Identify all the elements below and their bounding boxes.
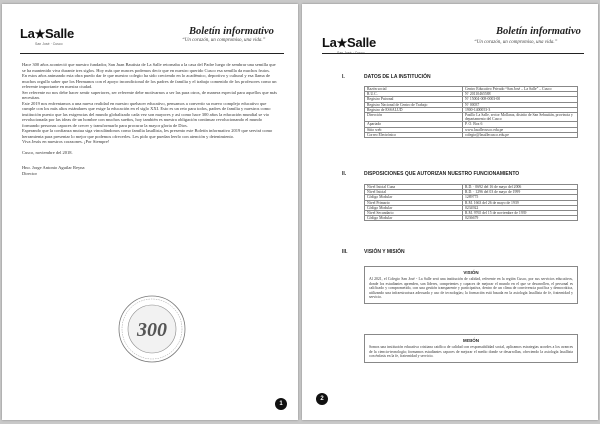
vision-title: VISIÓN <box>463 270 479 275</box>
table-value-cell: www.lasallecusco.edu.pe <box>462 127 577 132</box>
table-label-cell: Código Modular <box>365 195 463 200</box>
table-label-cell: Nivel Primario <box>365 200 463 205</box>
table-label-cell: Registro Nacional de Centro de Trabajo <box>365 102 463 107</box>
table-label-cell: Código Modular <box>365 205 463 210</box>
section-heading-authorization: II. DISPOSICIONES QUE AUTORIZAN NUESTRO FUNCIONAMIENTO <box>342 171 520 177</box>
page-1-header <box>2 26 298 54</box>
table-value-cell: R.M. 1663 del 26 de mayo de 1939 <box>462 200 577 205</box>
authorization-table <box>364 184 578 221</box>
signature-role: Director <box>22 170 37 176</box>
logo-subtitle: San José · Cusco <box>337 51 365 55</box>
page-2-header <box>302 26 598 54</box>
vision-text: Al 2021, el Colegio San José - La Salle será una institución de calidad, referente en la región Cusco, por sus servicios educativos, donde los estudiantes aprenden, son líderes, competentes y capaces de mejorar el mundo en el que se desarrollen, el personal es calificado y comprometido, con una gestión transparente y participativa, dentro de un clima de convivencia pacífica y democrática, utilizando una infraestructura adecuada y uso de tecnologías; la formación está basada en la axiología lasallista de fe, fraternidad y servicio. <box>369 277 573 300</box>
table-value-cell: Pasillo La Salle, sector Mollaraz, distrito de San Sebastián, provincia y departamento del Cusco <box>462 113 577 122</box>
table-row <box>365 113 578 122</box>
header-divider <box>20 53 284 54</box>
table-value-cell: 0234922 <box>462 205 577 210</box>
table-value-cell: 1289775 <box>462 195 577 200</box>
signature-name: Hno. Jorge Antonio Aguilar Reyna <box>22 165 85 170</box>
anniversary-seal-icon <box>116 293 188 365</box>
star-icon: ★ <box>336 36 348 50</box>
table-value-cell: Nº 15004-008-0003-00 <box>462 97 577 102</box>
letter-paragraph: Esperando que la confianza mutua siga vinculándonos como familia lasallista, les presento este Boletín informativo 2019 que servirá como herramienta para presentar lo mejor que podemos ofrecerles. Les pido que puedan leerlo con atención y detenimiento. <box>22 128 273 139</box>
letter-paragraph: Ser referente no nos debe hacer sentir superiores, ser referente debe motivarnos a ser las para otros, de manera especial para aquellos que más necesitan. <box>22 89 278 100</box>
page-number: 2 <box>316 393 328 405</box>
table-value-cell: P. O. Box 6 <box>462 122 577 127</box>
vision-box <box>364 266 578 304</box>
table-label-cell: R.U.C. <box>365 92 463 97</box>
table-value-cell: 0236679 <box>462 216 577 221</box>
table-label-cell: Dirección <box>365 113 463 122</box>
table-label-cell: Código Modular <box>365 216 463 221</box>
table-value-cell: R.D. · 0692 del 16 de mayo del 2006 <box>462 185 577 190</box>
table-label-cell: Nivel Inicial <box>365 190 463 195</box>
table-label-cell: Apartado <box>365 122 463 127</box>
section-heading-vision-mission: III. VISIÓN Y MISIÓN <box>342 249 405 255</box>
page-2 <box>302 4 598 420</box>
letter-paragraph: En estos años animando esta obra puedo dar fe que nuestro colegio ha sido creciendo en lo académico, deportivo y cultural y esa llama de muchos orgullo saber que los Hermanos con el apoyo incondicional de los padres de familia y el trabajo comenido de los profesores como un referente importante en nuestra ciudad. <box>22 73 277 89</box>
star-icon: ★ <box>34 27 46 41</box>
table-value-cell: Centro Educativo Privado “San José – La Salle” – Cusco <box>462 87 577 92</box>
letter-paragraph: Hace 300 años aconteció que nuestro fundador, San Juan Bautista de La Salle retornaba a la casa del Padre luego de sembrar una semilla que se ha mantenido viva durante tres siglos. Hoy más que nunces podemos decir que en nuestro querido Cusco esa semilla da muchos frutos. <box>22 62 276 73</box>
table-label-cell: Registro Patronal <box>365 97 463 102</box>
table-label-cell: Nivel Inicial Cuna <box>365 185 463 190</box>
director-letter <box>22 62 280 176</box>
mission-title: MISIÓN <box>462 338 479 343</box>
institution-table <box>364 86 578 138</box>
table-value-cell: R.D. · 1296 del 03 de mayo de 1999 <box>462 190 577 195</box>
table-value-cell: R.M. 9765 del 15 de noviembre de 1939 <box>462 211 577 216</box>
letter-paragraph: Viva Jesús en nuestros corazones. ¡Por Siempre! <box>22 139 110 144</box>
header-divider <box>322 53 584 54</box>
page-number: 1 <box>275 398 287 410</box>
table-label-cell: Sitio web <box>365 127 463 132</box>
bulletin-title: Boletín informativo <box>496 26 581 37</box>
bulletin-motto: “Un corazón, un compromiso, una vida.” <box>474 40 558 45</box>
seal-number: 300 <box>137 319 167 341</box>
table-value-cell: Nº 20110465588 <box>462 92 577 97</box>
table-row <box>365 216 578 221</box>
letter-date: Cusco, noviembre del 2018. <box>22 149 73 155</box>
table-value-cell: Nº 00037 <box>462 102 577 107</box>
lasalle-logo: La★Salle <box>20 26 74 41</box>
table-label-cell: Nivel Secundario <box>365 211 463 216</box>
letter-paragraph: Este 2019 nos enfrentamos a una nueva realidad en nuestro quehacer educativo, pensamos a convertir su nuevo complejo educativo que cumple con los más altos estándares que exige la educación en el siglo XXI. Esto es un reto para todos, padres de familia y nuestros como institución puesto que las exigencias del mundo globalizado cada vez son mayores y así como hace 300 años la educación mundial se vio revolucionada por las ideas de un hombre con muchos sueños, hoy también es nuestra obligación continuar revolucionando el mundo formando personas capaces de crecer y transformarlo para procurar la mayor gloria de Dios. <box>22 100 271 128</box>
mission-text: Somos una institución educativa cristiana católica de calidad con responsabilidad social, aplicamos estrategias acordes a los avances de la ciencia-tecnología; formamos estudiantes capaces de mejorar el medio donde se desarrollan, ofreciendo la axiología lasallista con énfasis en la fe, fraternidad y servicio. <box>369 345 573 359</box>
table-value-cell: colegio@lasallecusco.edu.pe <box>462 132 577 137</box>
table-label-cell: Registro de ESSALUD <box>365 107 463 112</box>
bulletin-title: Boletín informativo <box>189 26 274 37</box>
mission-box <box>364 334 578 363</box>
logo-subtitle: San José · Cusco <box>35 42 63 46</box>
table-row <box>365 132 578 137</box>
lasalle-logo: La★Salle <box>322 35 376 50</box>
bulletin-motto: “Un corazón, un compromiso, una vida.” <box>182 38 266 43</box>
page-1 <box>2 4 298 420</box>
table-value-cell: 1900-1400053-3 <box>462 107 577 112</box>
section-heading-institution: I. DATOS DE LA INSTITUCIÓN <box>342 74 431 80</box>
table-label-cell: Razón social <box>365 87 463 92</box>
table-label-cell: Correo Electrónico <box>365 132 463 137</box>
